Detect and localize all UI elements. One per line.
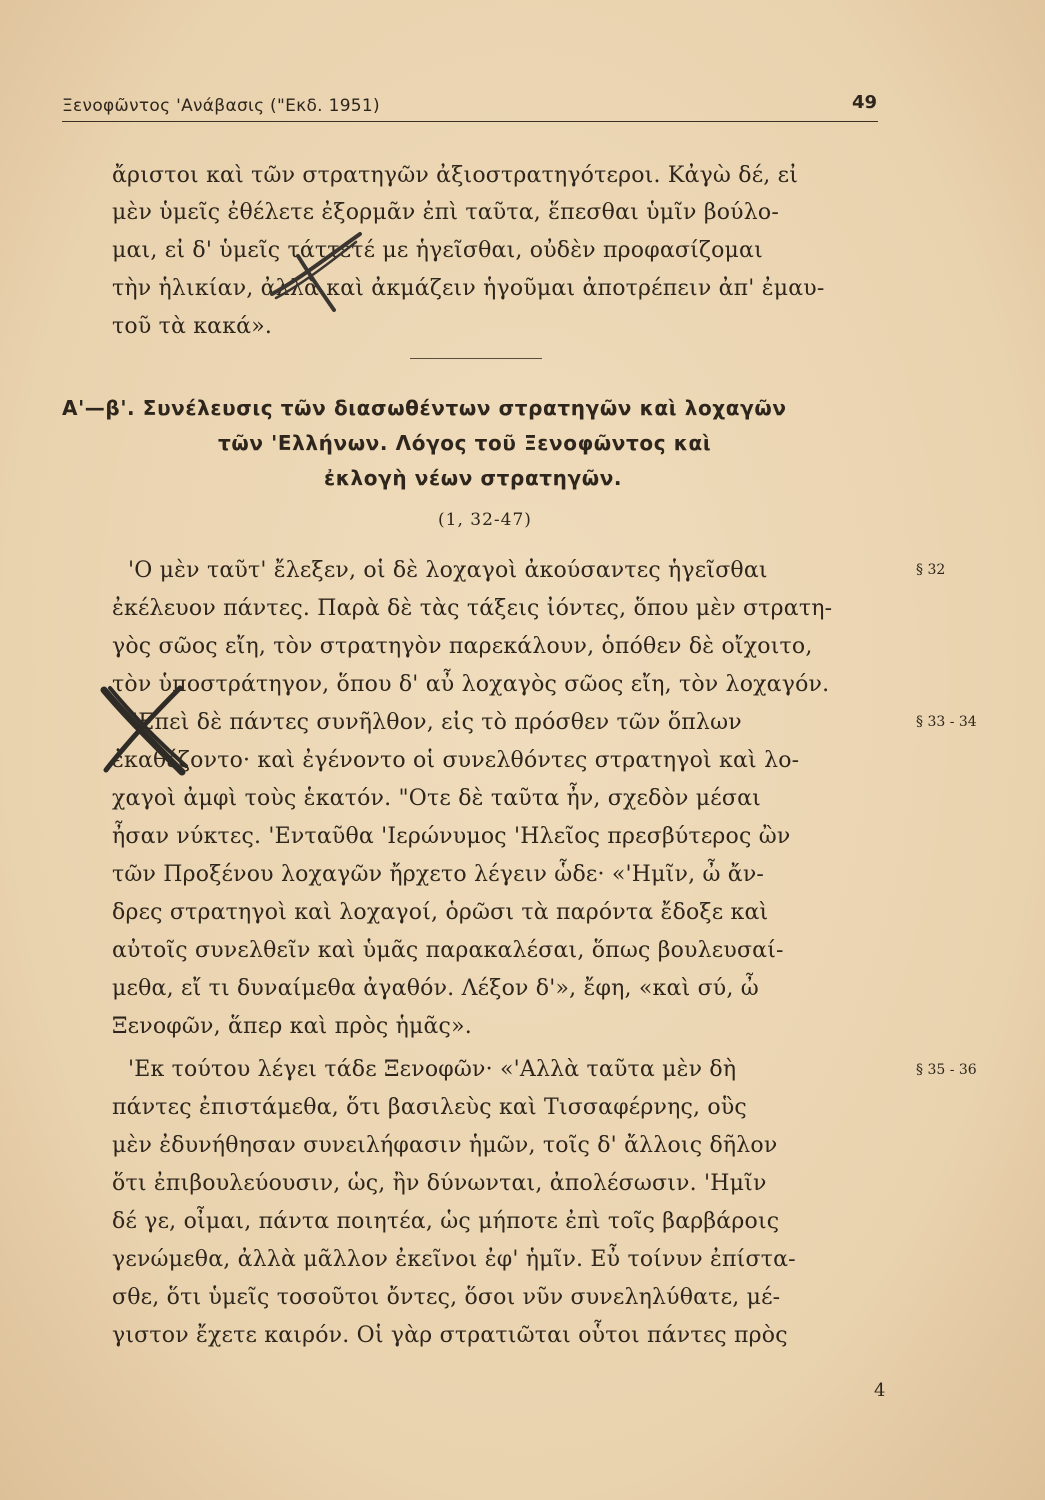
section-heading-line2: τῶν 'Ελλήνων. Λόγος τοῦ Ξενοφῶντος καὶ xyxy=(218,431,712,455)
text-line: μὲν ἐδυνήθησαν συνειλήφασιν ἡμῶν, τοῖς δ' ἄλλοις δῆλον xyxy=(112,1133,778,1158)
text-line: σθε, ὅτι ὑμεῖς τοσοῦτοι ὄντες, ὅσοι νῦν συνεληλύθατε, μέ- xyxy=(112,1285,781,1310)
text-line: ἦσαν νύκτες. 'Ενταῦθα 'Ιερώνυμος 'Ηλεῖος πρεσβύτερος ὢν xyxy=(112,824,791,849)
text-line: 'Επεὶ δὲ πάντες συνῆλθον, εἰς τὸ πρόσθεν τῶν ὅπλων xyxy=(132,710,742,735)
text-line: χαγοὶ ἀμφὶ τοὺς ἑκατόν. "Οτε δὲ ταῦτα ἦν, σχεδὸν μέσαι xyxy=(112,786,761,811)
text-line: ὅτι ἐπιβουλεύουσιν, ὡς, ἢν δύνωνται, ἀπολέσωσιν. 'Ημῖν xyxy=(112,1171,767,1196)
text-line: τὴν ἡλικίαν, ἀλλὰ καὶ ἀκμάζειν ἡγοῦμαι ἀποτρέπειν ἀπ' ἐμαυ- xyxy=(112,276,825,301)
text-line: μὲν ὑμεῖς ἐθέλετε ἐξορμᾶν ἐπὶ ταῦτα, ἕπεσθαι ὑμῖν βούλο- xyxy=(112,200,779,225)
text-line: μεθα, εἴ τι δυναίμεθα ἀγαθόν. Λέξον δ'», ἔφη, «καὶ σύ, ὦ xyxy=(112,976,759,1001)
text-line: ἄριστοι καὶ τῶν στρατηγῶν ἀξιοστρατηγότεροι. Κἀγὼ δέ, εἰ xyxy=(112,163,799,188)
header-rule xyxy=(62,121,878,122)
margin-note-paragraph-ref: § 35 - 36 xyxy=(916,1062,977,1078)
section-heading-line3: ἐκλογὴ νέων στρατηγῶν. xyxy=(324,466,623,490)
margin-note-paragraph-ref: § 33 - 34 xyxy=(916,714,977,730)
text-line: ἐκαθέζοντο· καὶ ἐγένοντο οἱ συνελθόντες στρατηγοὶ καὶ λο- xyxy=(112,748,800,773)
text-line: γενώμεθα, ἀλλὰ μᾶλλον ἐκεῖνοι ἐφ' ἡμῖν. Εὖ τοίνυν ἐπίστα- xyxy=(112,1247,796,1272)
text-line: αὐτοῖς συνελθεῖν καὶ ὑμᾶς παρακαλέσαι, ὅπως βουλευσαί- xyxy=(112,938,784,963)
text-line: 'Εκ τούτου λέγει τάδε Ξενοφῶν· «'Αλλὰ ταῦτα μὲν δὴ xyxy=(128,1057,737,1082)
section-reference: (1, 32-47) xyxy=(438,510,532,530)
section-heading-line1: Α'—β'. Συνέλευσις τῶν διασωθέντων στρατηγῶν καὶ λοχαγῶν xyxy=(62,396,787,420)
pencil-x-mark-left xyxy=(96,680,192,776)
text-line: δρες στρατηγοὶ καὶ λοχαγοί, ὁρῶσι τὰ παρόντα ἔδοξε καὶ xyxy=(112,900,769,925)
text-line: Ξενοφῶν, ἅπερ καὶ πρὸς ἡμᾶς». xyxy=(112,1014,472,1039)
margin-note-paragraph-ref: § 32 xyxy=(916,562,946,578)
text-line: δέ γε, οἶμαι, πάντα ποιητέα, ὡς μήποτε ἐπὶ τοῖς βαρβάροις xyxy=(112,1209,780,1234)
section-divider xyxy=(410,358,542,359)
text-line: τοῦ τὰ κακά». xyxy=(112,314,273,339)
page-number: 49 xyxy=(852,92,878,113)
text-line: μαι, εἰ δ' ὑμεῖς τάττετέ με ἡγεῖσθαι, οὐδὲν προφασίζομαι xyxy=(112,238,763,263)
text-line: ἐκέλευον πάντες. Παρὰ δὲ τὰς τάξεις ἰόντες, ὅπου μὲν στρατη- xyxy=(112,596,833,621)
text-line: τὸν ὑποστράτηγον, ὅπου δ' αὖ λοχαγὸς σῶος εἴη, τὸν λοχαγόν. xyxy=(112,672,830,697)
text-line: 'Ο μὲν ταῦτ' ἔλεξεν, οἱ δὲ λοχαγοὶ ἀκούσαντες ἡγεῖσθαι xyxy=(128,558,768,583)
text-line: γὸς σῶος εἴη, τὸν στρατηγὸν παρεκάλουν, ὁπόθεν δὲ οἴχοιτο, xyxy=(112,634,813,659)
running-header-title: Ξενοφῶντος 'Ανάβασις ("Εκδ. 1951) xyxy=(62,96,380,116)
pencil-x-mark-top xyxy=(268,228,364,314)
text-line: γιστον ἔχετε καιρόν. Οἱ γὰρ στρατιῶται οὗτοι πάντες πρὸς xyxy=(112,1323,788,1348)
signature-mark: 4 xyxy=(874,1380,886,1401)
text-line: τῶν Προξένου λοχαγῶν ἤρχετο λέγειν ὧδε· «'Ημῖν, ὦ ἄν- xyxy=(112,862,765,887)
text-line: πάντες ἐπιστάμεθα, ὅτι βασιλεὺς καὶ Τισσαφέρνης, οὓς xyxy=(112,1095,747,1120)
